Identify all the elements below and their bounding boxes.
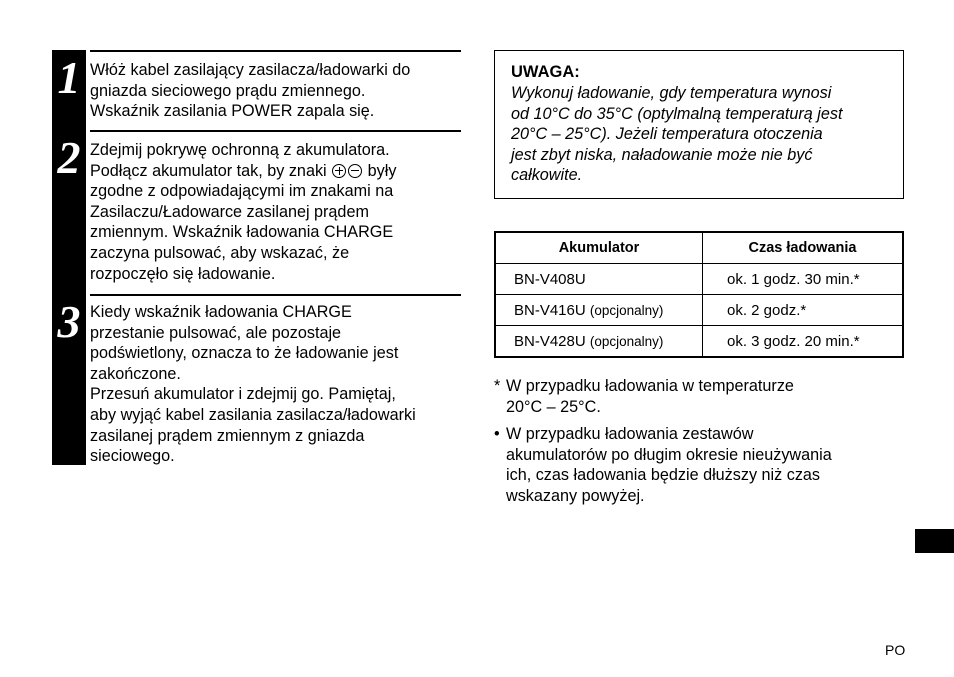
uwaga-line: Wykonuj ładowanie, gdy temperatura wynosi <box>511 84 832 102</box>
step-text-line: zgodne z odpowiadającymi im znakami na <box>90 182 394 201</box>
battery-cell <box>495 264 703 295</box>
note-line: akumulatorów po długim okresie nieużywania <box>506 445 832 464</box>
battery-cell <box>495 326 703 358</box>
notes <box>494 376 894 514</box>
optional-note: (opcjonalny) <box>589 302 664 318</box>
step-1-number: 1 <box>57 52 81 103</box>
step-3-text <box>90 302 462 467</box>
battery-cell <box>495 295 703 326</box>
note-line: W przypadku ładowania w temperaturze <box>506 377 794 395</box>
uwaga-line: 20°C – 25°C). Jeżeli temperatura otoczenia <box>511 125 823 144</box>
note-bullet <box>494 424 894 506</box>
table-header-row <box>495 232 903 264</box>
step-text-line: gniazda sieciowego prądu zmiennego. <box>90 81 366 100</box>
step-text-line: sieciowego. <box>90 447 175 466</box>
uwaga-line: od 10°C do 35°C (optylmalną temperaturą jest <box>511 104 843 123</box>
step-text-line: przestanie pulsować, ale pozostaje <box>90 323 342 342</box>
header-battery: Akumulator <box>495 232 703 264</box>
charge-time-cell: ok. 1 godz. 30 min.* <box>703 264 904 295</box>
battery-model: BN-V416U <box>514 301 586 319</box>
step-text-line: zasilanej prądem zmiennym z gniazda <box>90 426 365 445</box>
page-language-code: PO <box>885 642 906 658</box>
note-line: ich, czas ładowania będzie dłuższy niż czas <box>506 466 821 485</box>
note-line: wskazany powyżej. <box>506 486 645 505</box>
plus-circle-icon <box>332 164 346 178</box>
step-text-line: Kiedy wskaźnik ładowania CHARGE <box>90 303 352 321</box>
step-text-segment: Podłącz akumulator tak, by znaki <box>90 161 327 180</box>
step-2-number: 2 <box>57 132 81 183</box>
note-line: 20°C – 25°C. <box>506 397 601 416</box>
step-text-line: zaczyna pulsować, aby wskazać, że <box>90 243 350 262</box>
step-text-line <box>90 161 462 182</box>
uwaga-line: jest zbyt niska, naładowanie może nie być <box>511 145 813 164</box>
note-marker: • <box>494 425 500 444</box>
step-1-text <box>90 60 462 122</box>
table-row <box>495 326 903 358</box>
optional-note: (opcjonalny) <box>589 333 664 349</box>
step-3-number: 3 <box>57 296 81 347</box>
step-text-line: rozpoczęło się ładowanie. <box>90 264 276 283</box>
step-text-line: Włóż kabel zasilający zasilacza/ładowarki do <box>90 61 411 79</box>
header-charge-time: Czas ładowania <box>703 232 904 264</box>
note-line: W przypadku ładowania zestawów <box>506 425 754 444</box>
minus-circle-icon <box>348 164 362 178</box>
uwaga-line: całkowite. <box>511 166 583 185</box>
charge-time-cell: ok. 2 godz.* <box>703 295 904 326</box>
step-text-line: Wskaźnik zasilania POWER zapala się. <box>90 102 375 121</box>
step-text-line: zakończone. <box>90 364 181 383</box>
step-2-text <box>90 140 462 284</box>
charging-time-table <box>494 231 904 358</box>
step-text-line: zmiennym. Wskaźnik ładowania CHARGE <box>90 223 394 242</box>
battery-model: BN-V428U <box>514 332 586 350</box>
step-1-rule <box>90 50 461 52</box>
uwaga-box <box>494 50 904 199</box>
step-text-line: Zdejmij pokrywę ochronną z akumulatora. <box>90 141 390 159</box>
step-2-rule <box>90 130 461 132</box>
step-text-line: Zasilaczu/Ładowarce zasilanej prądem <box>90 202 369 221</box>
charge-time-cell: ok. 3 godz. 20 min.* <box>703 326 904 358</box>
step-text-line: Przesuń akumulator i zdejmij go. Pamiętaj, <box>90 385 396 404</box>
step-3-rule <box>90 294 461 296</box>
note-asterisk <box>494 376 894 417</box>
step-text-line: podświetlony, oznacza to że ładowanie jest <box>90 344 399 363</box>
section-tab-marker <box>915 529 954 553</box>
battery-model: BN-V408U <box>514 270 586 288</box>
step-text-segment: były <box>367 161 397 180</box>
table-row <box>495 264 903 295</box>
step-text-line: aby wyjąć kabel zasilania zasilacza/ładowarki <box>90 405 416 424</box>
uwaga-title: UWAGA: <box>511 63 580 81</box>
note-marker: * <box>494 377 501 395</box>
table-row <box>495 295 903 326</box>
